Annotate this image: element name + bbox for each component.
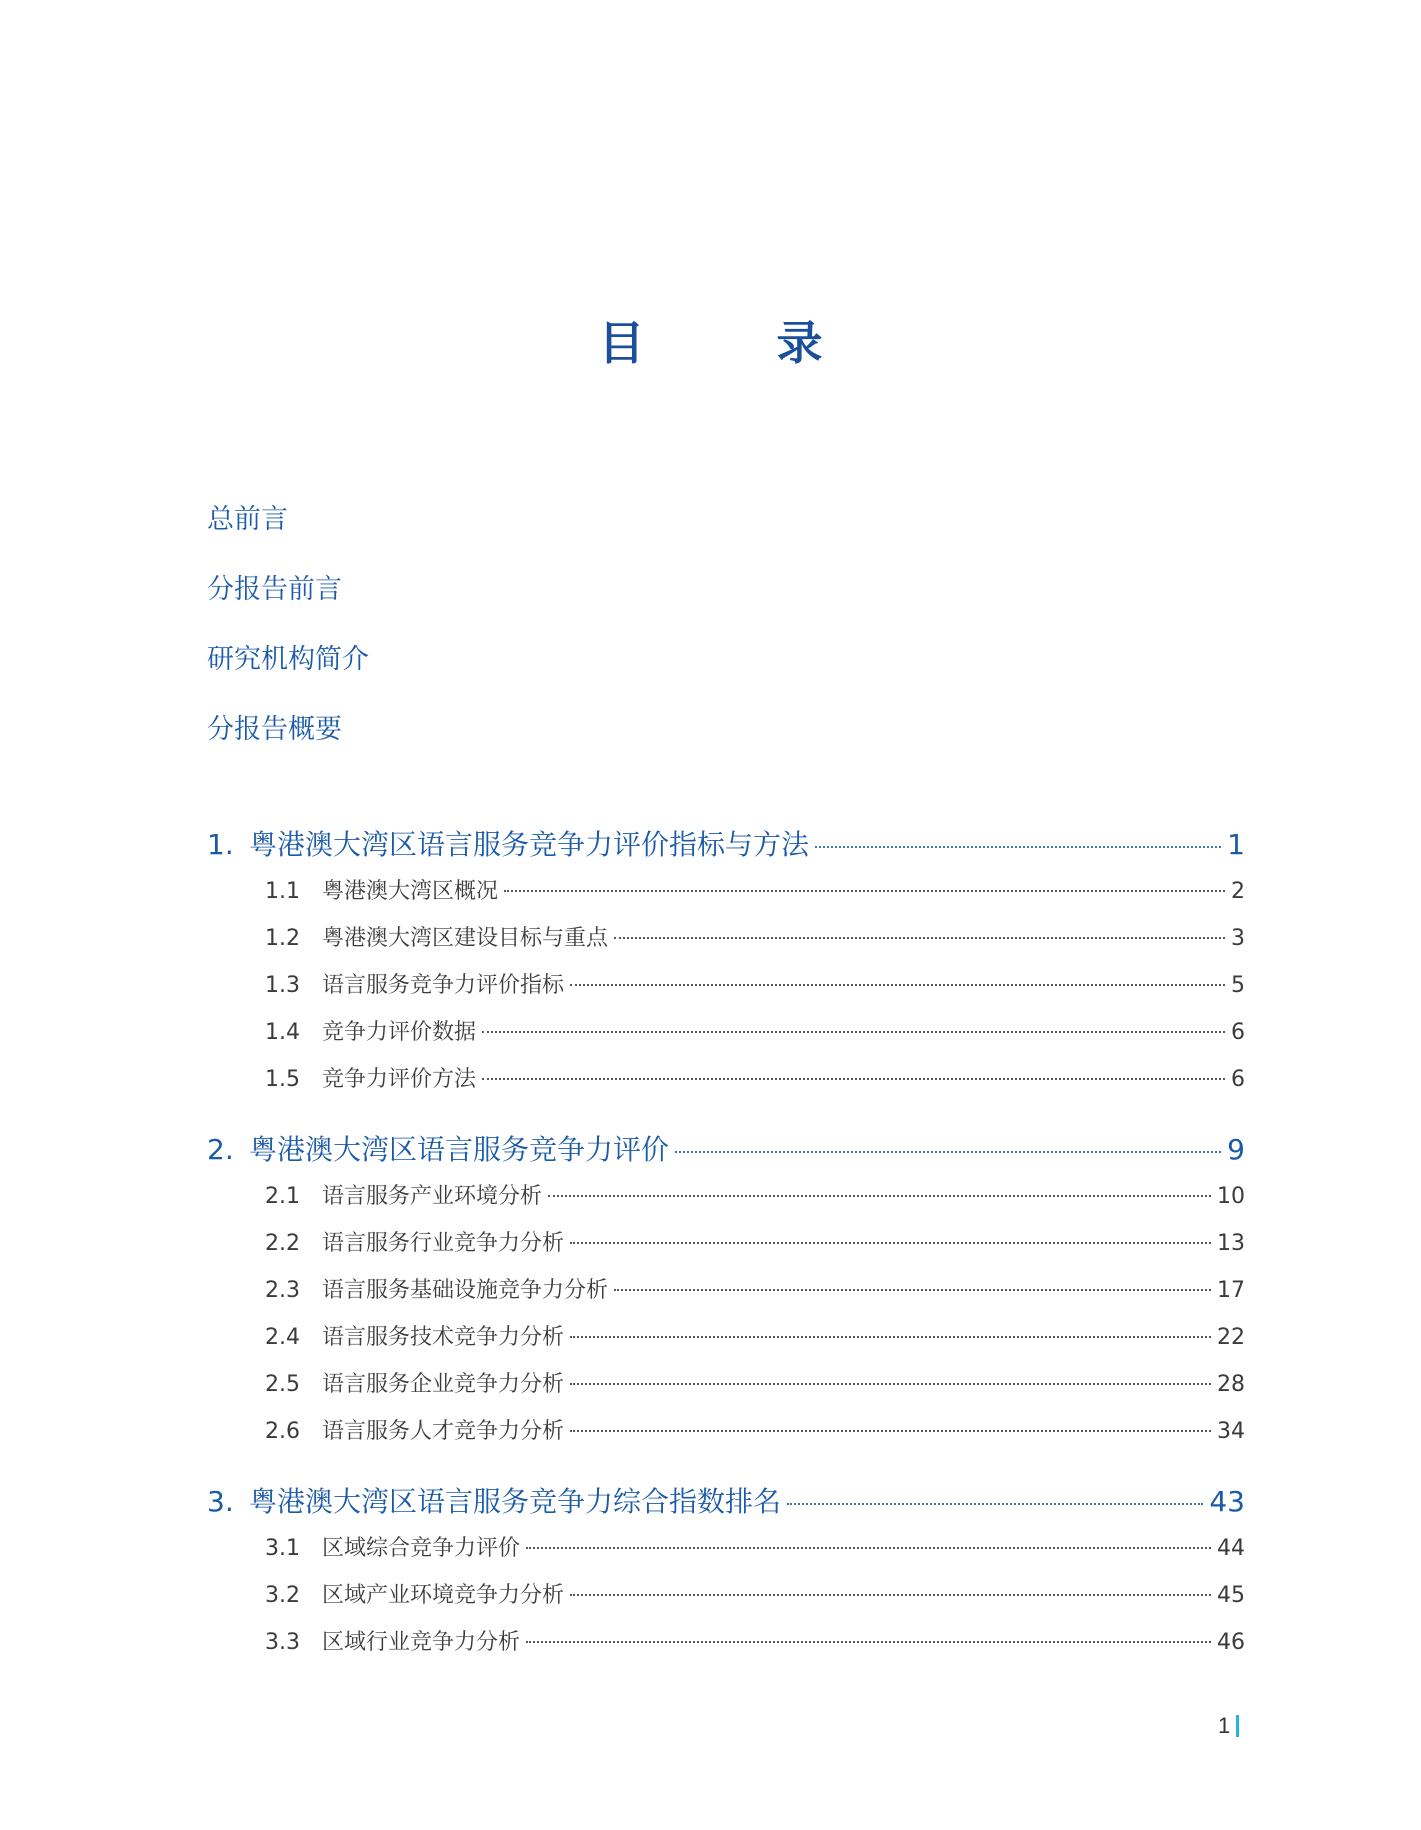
toc-section[interactable] xyxy=(207,915,1245,962)
section-number: 3.1 xyxy=(265,1536,300,1561)
dot-leader xyxy=(570,1430,1211,1432)
chapter-page: 1 xyxy=(1227,828,1245,861)
toc-section[interactable] xyxy=(207,962,1245,1009)
toc-chapter-2[interactable] xyxy=(207,1127,1245,1173)
section-page: 6 xyxy=(1231,1020,1245,1045)
section-title: 区域产业环境竞争力分析 xyxy=(322,1583,565,1608)
section-number: 1.4 xyxy=(265,1020,300,1045)
section-number: 3.3 xyxy=(265,1630,300,1655)
dot-leader xyxy=(526,1547,1211,1549)
section-page: 46 xyxy=(1217,1630,1245,1655)
toc-chapter-1[interactable] xyxy=(207,822,1245,868)
toc-section[interactable] xyxy=(207,1267,1245,1314)
dot-leader xyxy=(482,1031,1225,1033)
front-matter-item[interactable]: 总前言 xyxy=(207,504,288,535)
section-number: 2.2 xyxy=(265,1231,300,1256)
section-number: 1.5 xyxy=(265,1067,300,1092)
toc-section[interactable] xyxy=(207,868,1245,915)
toc-section[interactable] xyxy=(207,1408,1245,1455)
section-page: 13 xyxy=(1217,1231,1245,1256)
dot-leader xyxy=(675,1151,1221,1153)
section-page: 5 xyxy=(1231,973,1245,998)
chapter-title: 粤港澳大湾区语言服务竞争力综合指数排名 xyxy=(249,1485,782,1518)
page-footer xyxy=(1218,1711,1239,1741)
section-page: 17 xyxy=(1217,1278,1245,1303)
dot-leader xyxy=(548,1195,1211,1197)
toc-section[interactable] xyxy=(207,1619,1245,1666)
toc-section[interactable] xyxy=(207,1525,1245,1572)
front-matter-item[interactable]: 研究机构简介 xyxy=(207,644,369,675)
dot-leader xyxy=(614,937,1225,939)
dot-leader xyxy=(482,1078,1225,1080)
chapter-number: 2. xyxy=(207,1133,234,1166)
dot-leader xyxy=(570,1242,1211,1244)
section-title: 语言服务人才竞争力分析 xyxy=(322,1419,565,1444)
section-title: 粤港澳大湾区概况 xyxy=(322,879,499,904)
page-title: 目 录 xyxy=(598,316,881,370)
dot-leader xyxy=(570,1594,1211,1596)
section-title: 语言服务企业竞争力分析 xyxy=(322,1372,565,1397)
dot-leader xyxy=(504,890,1225,892)
section-title: 语言服务竞争力评价指标 xyxy=(322,973,565,998)
chapter-page: 43 xyxy=(1209,1485,1245,1518)
accent-bar xyxy=(1236,1715,1239,1737)
table-of-contents xyxy=(207,822,1245,1666)
toc-section[interactable] xyxy=(207,1173,1245,1220)
page-number: 1 xyxy=(1218,1713,1231,1738)
section-number: 2.1 xyxy=(265,1184,300,1209)
section-page: 44 xyxy=(1217,1536,1245,1561)
front-matter-item[interactable]: 分报告前言 xyxy=(207,574,342,605)
toc-chapter-3[interactable] xyxy=(207,1479,1245,1525)
toc-section[interactable] xyxy=(207,1572,1245,1619)
toc-section[interactable] xyxy=(207,1361,1245,1408)
section-number: 1.1 xyxy=(265,879,300,904)
section-page: 3 xyxy=(1231,926,1245,951)
dot-leader xyxy=(570,984,1225,986)
section-title: 语言服务产业环境分析 xyxy=(322,1184,543,1209)
section-title: 语言服务行业竞争力分析 xyxy=(322,1231,565,1256)
chapter-number: 3. xyxy=(207,1485,234,1518)
section-number: 1.2 xyxy=(265,926,300,951)
section-number: 1.3 xyxy=(265,973,300,998)
chapter-page: 9 xyxy=(1227,1133,1245,1166)
toc-section[interactable] xyxy=(207,1009,1245,1056)
dot-leader xyxy=(614,1289,1211,1291)
section-title: 区域综合竞争力评价 xyxy=(322,1536,521,1561)
section-page: 10 xyxy=(1217,1184,1245,1209)
section-number: 2.4 xyxy=(265,1325,300,1350)
section-page: 2 xyxy=(1231,879,1245,904)
section-title: 粤港澳大湾区建设目标与重点 xyxy=(322,926,609,951)
section-title: 语言服务基础设施竞争力分析 xyxy=(322,1278,609,1303)
chapter-title: 粤港澳大湾区语言服务竞争力评价 xyxy=(249,1133,670,1166)
section-page: 22 xyxy=(1217,1325,1245,1350)
section-page: 34 xyxy=(1217,1419,1245,1444)
dot-leader xyxy=(815,846,1221,848)
toc-section[interactable] xyxy=(207,1314,1245,1361)
front-matter-list xyxy=(207,498,369,778)
dot-leader xyxy=(570,1383,1211,1385)
section-page: 6 xyxy=(1231,1067,1245,1092)
section-number: 2.5 xyxy=(265,1372,300,1397)
section-page: 28 xyxy=(1217,1372,1245,1397)
section-title: 区域行业竞争力分析 xyxy=(322,1630,521,1655)
chapter-number: 1. xyxy=(207,828,234,861)
chapter-title: 粤港澳大湾区语言服务竞争力评价指标与方法 xyxy=(249,828,810,861)
section-number: 2.6 xyxy=(265,1419,300,1444)
dot-leader xyxy=(526,1641,1211,1643)
section-page: 45 xyxy=(1217,1583,1245,1608)
front-matter-item[interactable]: 分报告概要 xyxy=(207,714,342,745)
dot-leader xyxy=(570,1336,1211,1338)
section-title: 语言服务技术竞争力分析 xyxy=(322,1325,565,1350)
toc-section[interactable] xyxy=(207,1220,1245,1267)
toc-section[interactable] xyxy=(207,1056,1245,1103)
section-number: 3.2 xyxy=(265,1583,300,1608)
dot-leader xyxy=(787,1503,1203,1505)
section-number: 2.3 xyxy=(265,1278,300,1303)
section-title: 竞争力评价数据 xyxy=(322,1020,477,1045)
section-title: 竞争力评价方法 xyxy=(322,1067,477,1092)
